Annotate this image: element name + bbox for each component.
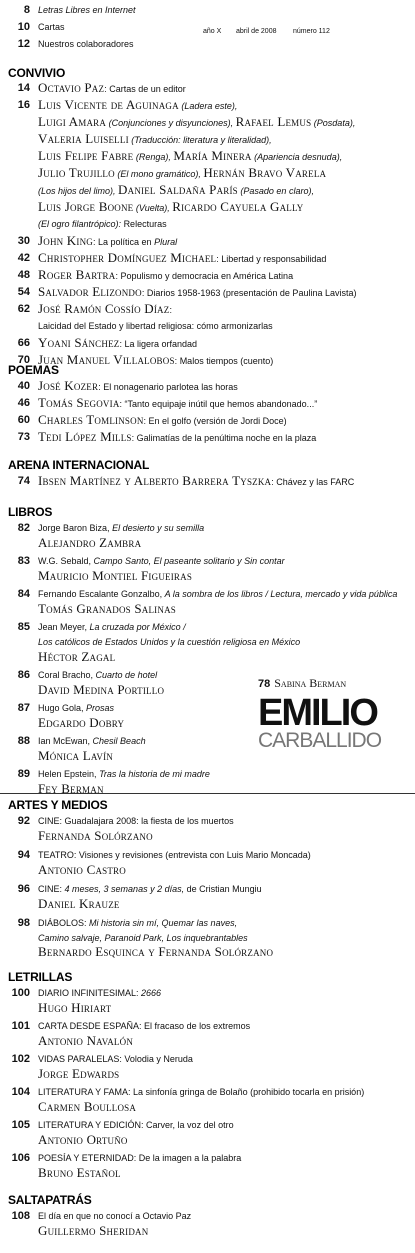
page-number: 8 <box>23 4 30 16</box>
feature-byline[interactable] <box>258 676 346 691</box>
toc-entry-87[interactable] <box>0 702 255 716</box>
author-name: Fernanda Solórzano <box>38 830 153 843</box>
toc-entry-102[interactable] <box>0 1053 415 1067</box>
entry-title: (Vuelta), <box>135 203 170 213</box>
author-name: Luis Vicente de Aguinaga <box>38 99 179 112</box>
reviewer-82 <box>0 537 415 553</box>
entry-title: Nuestros colaboradores <box>38 39 134 49</box>
byline-104 <box>0 1101 415 1117</box>
entry-title: (Renga), <box>135 152 171 162</box>
author-name: Salvador Elizondo <box>38 286 142 299</box>
toc-entry-82[interactable] <box>0 522 415 536</box>
toc-entry-74[interactable]: 74 Ibsen Martínez y Alberto Barrera Tyszka: Chávez y las FARC <box>0 475 415 491</box>
author-name: Tomás Segovia <box>38 397 120 410</box>
book-author: Ian McEwan, <box>38 736 91 746</box>
section-heading-poemas: POEMAS <box>8 363 59 377</box>
author-name: Hugo Hiriart <box>38 1002 112 1015</box>
page-number: 102 <box>11 1053 30 1065</box>
entry-title: Laicidad del Estado y libertad religiosa: cómo armonizarlas <box>38 321 273 331</box>
entry-title: Cartas <box>38 22 65 32</box>
author-name: Guillermo Sheridan <box>38 1225 149 1238</box>
book-title: La cruzada por México / <box>89 622 186 632</box>
section-heading-arena-internacional: ARENA INTERNACIONAL <box>8 458 150 472</box>
toc-entry-85[interactable] <box>0 621 415 635</box>
reviewer-name: Tomás Granados Salinas <box>38 603 176 616</box>
toc-entry-70[interactable]: 70 Juan Manuel Villalobos: Malos tiempos (cuento) <box>0 354 415 370</box>
page-number: 106 <box>11 1152 30 1164</box>
toc-entry-48[interactable]: 48 Roger Bartra: Populismo y democracia en América Latina <box>0 269 415 285</box>
page-number: 70 <box>17 354 30 366</box>
toc-entry-30[interactable]: 30 John King: La política en Plural <box>0 235 415 251</box>
toc-entry-16-line-4 <box>0 150 415 166</box>
entry-title: Guadalajara 2008: la fiesta de los muertos <box>64 816 234 826</box>
toc-entry-104[interactable] <box>0 1086 415 1100</box>
byline-96 <box>0 898 415 914</box>
page-number: 73 <box>17 431 30 443</box>
category-label: CARTA DESDE ESPAÑA: <box>38 1021 142 1031</box>
entry-title: (Ladera este), <box>181 101 238 111</box>
author-name: Ricardo Cayuela Gally <box>172 201 304 214</box>
toc-entry-40[interactable]: 40 José Kozer: El nonagenario parlotea las horas <box>0 380 415 396</box>
page-number: 48 <box>17 269 30 281</box>
book-title: Campo Santo, El paseante solitario y Sin contar <box>93 556 285 566</box>
toc-entry-85-line-2 <box>0 636 415 650</box>
reviewer-85 <box>0 651 415 667</box>
author-name: Roger Bartra <box>38 269 116 282</box>
entry-title-italic: 4 meses, 3 semanas y 2 días, <box>64 884 185 894</box>
entry-title: “Tanto equipaje inútil que hemos abandonado...” <box>124 399 318 409</box>
page-number: 101 <box>11 1020 30 1032</box>
reviewer-name: Mauricio Montiel Figueiras <box>38 570 193 583</box>
section-heading-libros: LIBROS <box>8 505 53 519</box>
page-number: 105 <box>11 1119 30 1131</box>
author-name: Daniel Krauze <box>38 898 120 911</box>
byline-102 <box>0 1068 415 1084</box>
page-number: 96 <box>17 883 30 895</box>
author-name: Ibsen Martínez y Alberto Barrera Tyszka <box>38 475 272 488</box>
toc-entry-106[interactable] <box>0 1152 415 1166</box>
author-name: Daniel Saldaña París <box>118 184 238 197</box>
page-number: 42 <box>17 252 30 264</box>
author-name: John King <box>38 235 93 248</box>
author-name: Antonio Castro <box>38 864 126 877</box>
book-title: Cuarto de hotel <box>95 670 158 680</box>
page-number: 60 <box>17 414 30 426</box>
toc-entry-14[interactable]: 14 Octavio Paz: Cartas de un editor <box>0 82 415 98</box>
section-heading-artes-y-medios: ARTES Y MEDIOS <box>8 798 108 812</box>
byline-92 <box>0 830 415 846</box>
entry-title: El fracaso de los extremos <box>144 1021 251 1031</box>
toc-entry-16[interactable] <box>0 99 415 115</box>
page-number: 88 <box>17 735 30 747</box>
toc-entry-98[interactable] <box>0 917 415 931</box>
author-name: Tedi López Mills <box>38 431 132 444</box>
book-author: Helen Epstein, <box>38 769 97 779</box>
entry-title: (El ogro filantrópico): <box>38 219 122 229</box>
masthead-date: abril de 2008 <box>236 28 277 35</box>
byline-100 <box>0 1002 415 1018</box>
book-author: Coral Bracho, <box>38 670 94 680</box>
category-label: LITERATURA Y EDICIÓN: <box>38 1120 144 1130</box>
page-number: 54 <box>17 286 30 298</box>
category-label: CINE: <box>38 884 63 894</box>
reviewer-name: Alejandro Zambra <box>38 537 142 550</box>
entry-title: (Los hijos del limo), <box>38 186 116 196</box>
entry-title: (Conjunciones y disyunciones), <box>108 118 234 128</box>
author-name: Bruno Estañol <box>38 1167 121 1180</box>
page-number: 89 <box>17 768 30 780</box>
feature-title-carballido: CARBALLIDO <box>258 729 382 752</box>
entry-title: La sinfonía gringa de Bolaño (prohibido tocarla en prisión) <box>133 1087 365 1097</box>
author-name: Rafael Lemus <box>235 116 312 129</box>
toc-entry-108[interactable] <box>0 1210 415 1224</box>
book-author: Fernando Escalante Gonzalbo, <box>38 589 163 599</box>
page-number: 82 <box>17 522 30 534</box>
entry-title: Cartas de un editor <box>109 84 186 94</box>
entry-title: (Apariencia desnuda), <box>254 152 343 162</box>
page-number: 86 <box>17 669 30 681</box>
entry-title: (Pasado en claro), <box>240 186 314 196</box>
author-name: Luigi Amara <box>38 116 107 129</box>
page-number: 98 <box>17 917 30 929</box>
toc-entry-46[interactable]: 46 Tomás Segovia: “Tanto equipaje inútil que hemos abandonado...” <box>0 397 415 413</box>
toc-entry-16-line-5 <box>0 167 415 183</box>
entry-title-italic: 2666 <box>141 988 162 998</box>
reviewer-name: Edgardo Dobry <box>38 717 125 730</box>
page-number: 74 <box>17 475 30 487</box>
page-number: 104 <box>11 1086 30 1098</box>
author-name: Antonio Navalón <box>38 1035 134 1048</box>
author-name: Octavio Paz <box>38 82 105 95</box>
entry-title: Malos tiempos (cuento) <box>179 356 274 366</box>
book-title: Prosas <box>86 703 115 713</box>
entry-title: La política en <box>98 237 152 247</box>
category-label: DIÁBOLOS: <box>38 918 87 928</box>
page-number: 16 <box>17 99 30 111</box>
reviewer-84 <box>0 603 415 619</box>
entry-title: Letras Libres en Internet <box>38 5 136 15</box>
reviewer-83 <box>0 570 415 586</box>
toc-entry-66[interactable]: 66 Yoani Sánchez: La ligera orfandad <box>0 337 415 353</box>
entry-title: En el golfo (versión de Jordi Doce) <box>148 416 287 426</box>
author-name: Luis Felipe Fabre <box>38 150 134 163</box>
byline-108 <box>0 1225 415 1241</box>
entry-title: La ligera orfandad <box>124 339 198 349</box>
entry-title: Galimatías de la penúltima noche en la plaza <box>136 433 317 443</box>
entry-title: Libertad y responsabilidad <box>221 254 327 264</box>
page-number: 108 <box>11 1210 30 1222</box>
book-title: Chesil Beach <box>92 736 146 746</box>
entry-title: Relecturas <box>123 219 167 229</box>
masthead-year: año X <box>203 28 222 35</box>
byline-101 <box>0 1035 415 1051</box>
author-name: Charles Tomlinson <box>38 414 144 427</box>
page-number: 14 <box>17 82 30 94</box>
book-author: Jorge Baron Biza, <box>38 523 110 533</box>
feature-page-number: 78 <box>258 678 271 690</box>
reviewer-87 <box>0 717 255 733</box>
entry-title: Volodia y Neruda <box>124 1054 193 1064</box>
reviewer-name: Héctor Zagal <box>38 651 116 664</box>
author-name: Julio Trujillo <box>38 167 115 180</box>
toc-entry-73[interactable]: 73 Tedi López Mills: Galimatías de la penúltima noche en la plaza <box>0 431 415 447</box>
toc-entry-62-line-2 <box>0 320 415 334</box>
page-number: 30 <box>17 235 30 247</box>
author-name: José Kozer <box>38 380 99 393</box>
entry-title: de Cristian Mungiu <box>186 884 262 894</box>
page-number: 66 <box>17 337 30 349</box>
masthead-issue: número 112 <box>293 28 330 35</box>
toc-entry-100[interactable] <box>0 987 415 1001</box>
byline-98 <box>0 946 415 962</box>
book-author: W.G. Sebald, <box>38 556 92 566</box>
category-label: CINE: <box>38 816 63 826</box>
section-heading-letrillas: LETRILLAS <box>8 970 73 984</box>
author-name: Bernardo Esquinca y Fernanda Solórzano <box>38 946 274 959</box>
author-name: Hernán Bravo Varela <box>203 167 327 180</box>
page-number: 12 <box>17 38 30 50</box>
category-label: LITERATURA Y FAMA: <box>38 1087 131 1097</box>
author-name: Christopher Domínguez Michael <box>38 252 217 265</box>
byline-94 <box>0 864 415 880</box>
toc-entry-62[interactable]: 62 José Ramón Cossío Díaz: <box>0 303 415 319</box>
toc-entry-8[interactable] <box>0 4 415 18</box>
toc-entry-60[interactable]: 60 Charles Tomlinson: En el golfo (versión de Jordi Doce) <box>0 414 415 430</box>
author-name: José Ramón Cossío Díaz <box>38 303 170 316</box>
author-name: Jorge Edwards <box>38 1068 120 1081</box>
entry-title: Visiones y revisiones (entrevista con Luis Mario Moncada) <box>78 850 311 860</box>
category-label: TEATRO: <box>38 850 77 860</box>
entry-title: (Traducción: literatura y literalidad), <box>131 135 272 145</box>
toc-entry-84[interactable] <box>0 588 415 602</box>
author-name: Juan Manuel Villalobos <box>38 354 175 367</box>
entry-title: El día en que no conocí a Octavio Paz <box>38 1211 192 1221</box>
reviewer-name: David Medina Portillo <box>38 684 165 697</box>
entry-title: Diarios 1958-1963 (presentación de Paulina Lavista) <box>146 288 357 298</box>
reviewer-name: Mónica Lavín <box>38 750 113 763</box>
byline-106 <box>0 1167 415 1183</box>
page-number: 87 <box>17 702 30 714</box>
section-heading-saltapatras: SALTAPATRÁS <box>8 1193 92 1207</box>
page-number: 40 <box>17 380 30 392</box>
author-name: Antonio Ortuño <box>38 1134 128 1147</box>
toc-entry-16-line-7 <box>0 201 415 217</box>
page-number: 84 <box>17 588 30 600</box>
toc-entry-54[interactable]: 54 Salvador Elizondo: Diarios 1958-1963 (presentación de Paulina Lavista) <box>0 286 415 302</box>
book-title: Los católicos de Estados Unidos y la cuestión religiosa en México <box>38 637 301 647</box>
page-number: 83 <box>17 555 30 567</box>
author-name: María Minera <box>173 150 252 163</box>
toc-entry-16-line-8 <box>0 218 415 232</box>
reviewer-86 <box>0 684 255 700</box>
page-number: 92 <box>17 815 30 827</box>
toc-entry-92[interactable] <box>0 815 415 829</box>
reviewer-89 <box>0 783 415 793</box>
book-author: Jean Meyer, <box>38 622 88 632</box>
entry-title: De la imagen a la palabra <box>138 1153 242 1163</box>
feature-author: Sabina Berman <box>274 676 347 690</box>
section-heading-convivio: CONVIVIO <box>8 66 66 80</box>
entry-title: El nonagenario parlotea las horas <box>103 382 238 392</box>
reviewer-88 <box>0 750 255 766</box>
page-number: 85 <box>17 621 30 633</box>
reviewer-name: Fey Berman <box>38 783 104 793</box>
toc-entry-94[interactable] <box>0 849 415 863</box>
entry-title-italic: Camino salvaje, Paranoid Park, Los inquebrantables <box>38 933 248 943</box>
book-title: El desierto y su semilla <box>112 523 205 533</box>
category-label: POESÍA Y ETERNIDAD: <box>38 1153 137 1163</box>
book-author: Hugo Gola, <box>38 703 84 713</box>
toc-entry-16-line-3 <box>0 133 415 149</box>
entry-title: (El mono gramático), <box>117 169 201 179</box>
author-name: Yoani Sánchez <box>38 337 120 350</box>
toc-entry-42[interactable]: 42 Christopher Domínguez Michael: Libertad y responsabilidad <box>0 252 415 268</box>
category-label: DIARIO INFINITESIMAL: <box>38 988 139 998</box>
toc-entry-86[interactable] <box>0 669 255 683</box>
entry-title: Carver, la voz del otro <box>146 1120 234 1130</box>
toc-entry-89[interactable] <box>0 768 415 782</box>
toc-entry-16-line-6 <box>0 184 415 200</box>
page-number: 46 <box>17 397 30 409</box>
page-number: 10 <box>17 21 30 33</box>
book-title: A la sombra de los libros / Lectura, mercado y vida pública <box>164 589 398 599</box>
entry-title-italic: Plural <box>154 237 178 247</box>
toc-entry-83[interactable] <box>0 555 415 569</box>
toc-entry-16-line-2 <box>0 116 415 132</box>
page-number: 100 <box>11 987 30 999</box>
toc-entry-98-line-2 <box>0 932 415 946</box>
byline-105 <box>0 1134 415 1150</box>
toc-entry-88[interactable] <box>0 735 255 749</box>
entry-title: Populismo y democracia en América Latina <box>120 271 294 281</box>
toc-entry-105[interactable] <box>0 1119 415 1133</box>
divider-line <box>0 793 415 794</box>
author-name: Carmen Boullosa <box>38 1101 137 1114</box>
feature-title-emilio: EMILIO <box>258 692 377 734</box>
book-title: Tras la historia de mi madre <box>99 769 210 779</box>
page-number: 94 <box>17 849 30 861</box>
entry-title: (Posdata), <box>313 118 356 128</box>
entry-title-italic: Mi historia sin mí, Quemar las naves, <box>89 918 238 928</box>
entry-title: Chávez y las FARC <box>276 477 355 487</box>
toc-entry-101[interactable] <box>0 1020 415 1034</box>
author-name: Luis Jorge Boone <box>38 201 134 214</box>
page-number: 62 <box>17 303 30 315</box>
author-name: Valeria Luiselli <box>38 133 129 146</box>
toc-entry-96[interactable] <box>0 883 415 897</box>
toc-entry-12[interactable] <box>0 38 415 52</box>
category-label: VIDAS PARALELAS: <box>38 1054 122 1064</box>
